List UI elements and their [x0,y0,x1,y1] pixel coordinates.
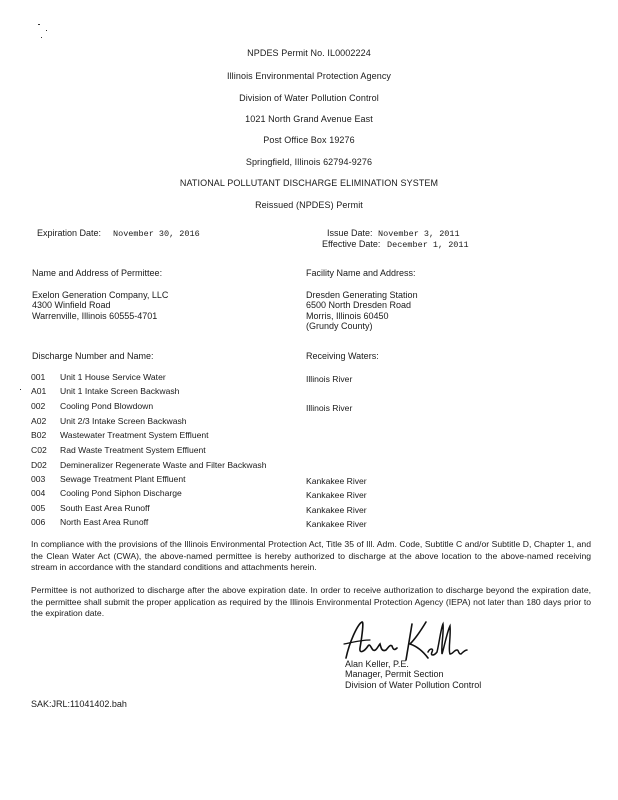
discharge-heading: Discharge Number and Name: [32,351,154,361]
scan-speck [38,24,40,25]
facility-line: Morris, Illinois 60450 [306,311,389,321]
discharge-code: 005 [31,503,46,513]
receiving-water: Kankakee River [306,476,367,486]
discharge-code: C02 [31,445,47,455]
scan-speck [41,37,42,38]
receiving-water: Illinois River [306,403,353,413]
discharge-name: South East Area Runoff [60,503,150,513]
discharge-code: A02 [31,416,47,426]
permittee-line: Warrenville, Illinois 60555-4701 [32,311,158,321]
receiving-water: Illinois River [306,374,353,384]
signatory-title: Manager, Permit Section [345,669,444,679]
discharge-name: Rad Waste Treatment System Effluent [60,445,206,455]
discharge-name: Demineralizer Regenerate Waste and Filter Backwash [60,460,267,470]
discharge-code: B02 [31,430,47,440]
permittee-heading: Name and Address of Permittee: [32,268,163,278]
discharge-name: Cooling Pond Blowdown [60,401,154,411]
agency-street: 1021 North Grand Avenue East [245,114,373,124]
permittee-line: Exelon Generation Company, LLC [32,290,169,300]
discharge-name: Unit 2/3 Intake Screen Backwash [60,416,187,426]
discharge-code: 001 [31,372,46,382]
facility-line: Dresden Generating Station [306,290,418,300]
agency-name: Illinois Environmental Protection Agency [226,71,392,81]
discharge-name: Cooling Pond Siphon Discharge [60,488,182,498]
discharge-name: Wastewater Treatment System Effluent [60,430,209,440]
discharge-name: Unit 1 House Service Water [60,372,166,382]
facility-line: 6500 North Dresden Road [306,300,412,310]
effective-date-label: Effective Date: [322,239,381,249]
facility-heading: Facility Name and Address: [306,268,416,278]
discharge-code: D02 [31,460,47,470]
division-name: Division of Water Pollution Control [239,93,379,103]
system-title: NATIONAL POLLUTANT DISCHARGE ELIMINATION SYSTEM [179,178,439,188]
receiving-water: Kankakee River [306,519,367,529]
effective-date-value: December 1, 2011 [387,240,469,250]
expiration-date-value: November 30, 2016 [113,229,200,239]
scan-speck [20,389,21,390]
issue-date-value: November 3, 2011 [378,229,460,239]
discharge-name: Unit 1 Intake Screen Backwash [60,386,180,396]
issue-date-label: Issue Date: [327,228,373,238]
signatory-name: Alan Keller, P.E. [345,659,409,669]
facility-line: (Grundy County) [306,321,373,331]
permittee-line: 4300 Winfield Road [32,300,111,310]
discharge-code: 002 [31,401,46,411]
receiving-water: Kankakee River [306,505,367,515]
agency-po-box: Post Office Box 19276 [263,135,355,145]
discharge-name: North East Area Runoff [60,517,149,527]
signatory-division: Division of Water Pollution Control [345,680,482,690]
discharge-code: A01 [31,386,47,396]
permit-type: Reissued (NPDES) Permit [255,200,363,210]
compliance-paragraph: In compliance with the provisions of the Illinois Environmental Protection Act, Title 35 of Ill. Adm. Code, Subtitle C and/or Subtitle D, Chapter 1, and the Clean Water Act (CWA), the above-named permittee is hereby authorized to discharge at the above location to the above-named receiving stream in accordance with the standard conditions and attachments herein. [31,539,591,572]
discharge-code: 004 [31,488,46,498]
expiration-date-label: Expiration Date: [37,228,102,238]
scan-speck [46,30,47,31]
discharge-code: 006 [31,517,46,527]
receiving-waters-heading: Receiving Waters: [306,351,379,361]
agency-city: Springfield, Illinois 62794-9276 [245,157,373,167]
reference-code: SAK:JRL:11041402.bah [31,699,127,709]
discharge-name: Sewage Treatment Plant Effluent [60,474,186,484]
permit-number: NPDES Permit No. IL0002224 [247,48,371,58]
discharge-code: 003 [31,474,46,484]
receiving-water: Kankakee River [306,490,367,500]
expiration-paragraph: Permittee is not authorized to discharge after the above expiration date. In order to receive authorization to discharge beyond the expiration date, the permittee shall submit the proper application as required by the Illinois Environmental Protection Agency (IEPA) not later than 180 days prior to the expiration date. [31,585,591,618]
